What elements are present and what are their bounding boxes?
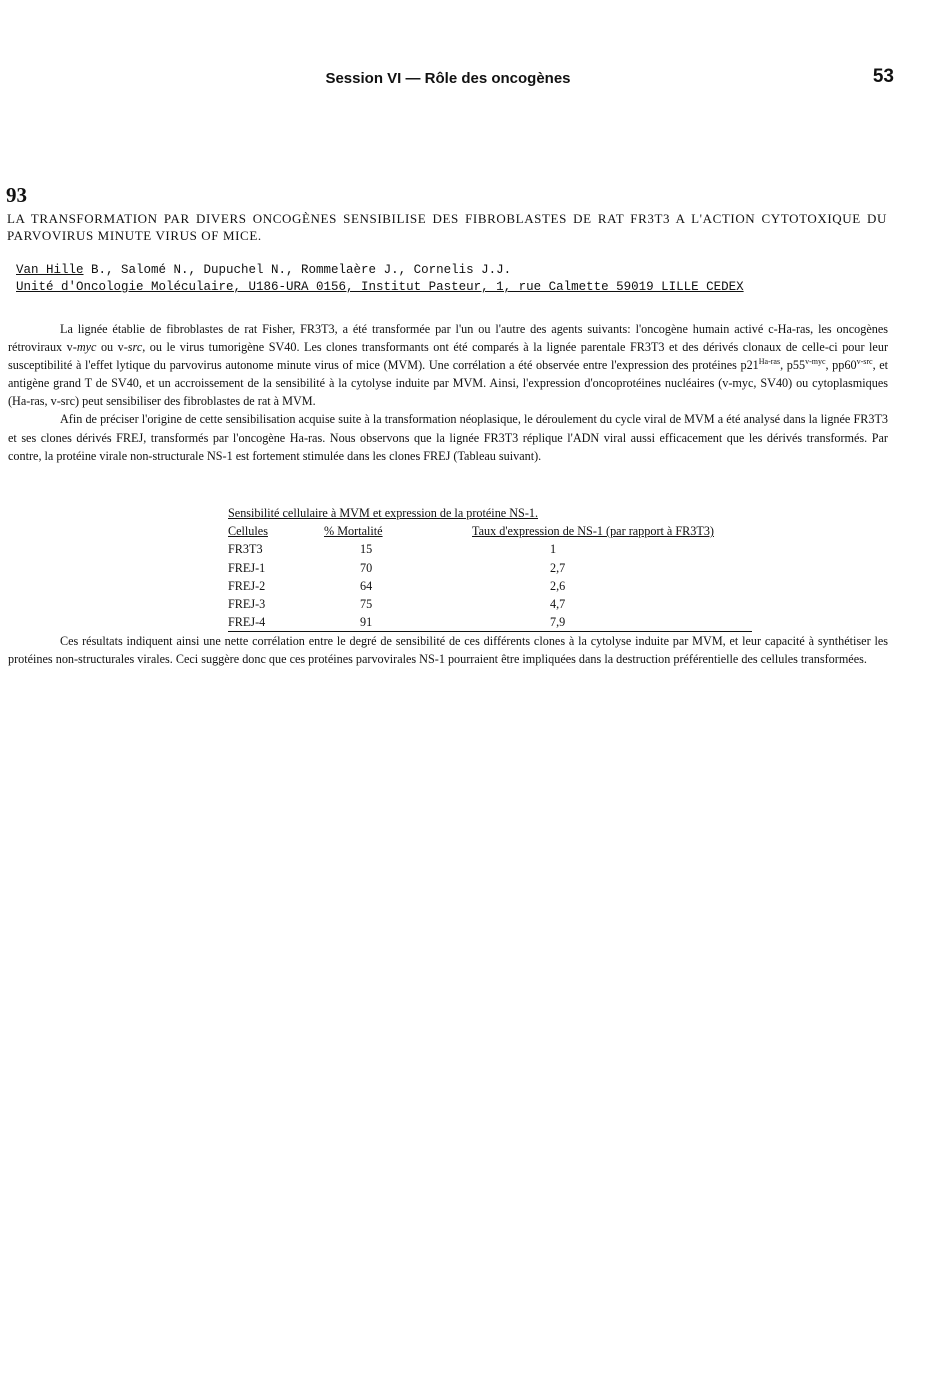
paragraph-3: Ces résultats indiquent ainsi une nette corrélation entre le degré de sensibilité de ces différents clones à la cytolyse induite par MVM, et leur capacité à synthétiser les protéines non-structurales virales. Ceci suggère donc que ces protéines parvovirales NS-1 pourraient être impliquées dans la destruction préférentielle des cellules transformées. (8, 634, 888, 667)
author-block (16, 262, 896, 296)
col-header-mortalite: % Mortalité (324, 524, 383, 539)
authors-rest: B., Salomé N., Dupuchel N., Rommelaère J., Cornelis J.J. (83, 263, 512, 277)
abstract-title: LA TRANSFORMATION PAR DIVERS ONCOGÈNES SENSIBILISE DES FIBROBLASTES DE RAT FR3T3 A L'ACTION CYTOTOXIQUE DU PARVOVIRUS MINUTE VIRUS OF MICE. (7, 211, 887, 243)
para1-text-e: , pp60 (825, 358, 857, 373)
abstract-body (8, 320, 888, 465)
table-header-row (228, 522, 752, 540)
para1-myc: myc (76, 340, 97, 355)
sup-v-myc: v-myc (805, 357, 826, 367)
affiliation: Unité d'Oncologie Moléculaire, U186-URA 0156, Institut Pasteur, 1, rue Calmette 59019 LILLE CEDEX (16, 280, 744, 294)
page-number: 53 (872, 66, 894, 87)
para1-src: src (127, 340, 143, 355)
cell-mortalite: 75 (360, 597, 373, 612)
conclusion-block (8, 632, 888, 668)
cell-cellules: FREJ-1 (228, 560, 266, 575)
table-row (228, 577, 752, 595)
sup-ha-ras: Ha-ras (758, 357, 781, 367)
table-row (228, 595, 752, 613)
table-row (228, 613, 752, 632)
cell-mortalite: 64 (360, 578, 373, 593)
para1-text-c: , ou le virus tumorigène SV40. Les clones transformants ont été comparés à la lignée parentale FR3T3 et des dérivés clonaux de celle-ci pour leur susceptibilité à l'effet lytique du parvovirus autonome minute virus of mice (MVM). Une corrélation a été observée entre l'expression des protéines p21 (8, 340, 888, 373)
paragraph-2: Afin de préciser l'origine de cette sensibilisation acquise suite à la transformation néoplasique, le déroulement du cycle viral de MVM a été analysé dans la lignée FR3T3 et ses clones dérivés FREJ, transformés par l'oncogène Ha-ras. Nous observons que la lignée FR3T3 réplique l'ADN viral aussi efficacement que les dérivés transformés. Par contre, la protéine virale non-structurale NS-1 est fortement stimulée dans les clones FREJ (Tableau suivant). (8, 412, 888, 463)
para1-text-f: , et antigène grand T de SV40, et un accroissement de la sensibilité à la cytolyse induite par MVM. Ainsi, l'expression d'oncoprotéines nucléaires (v-myc, SV40) ou cytoplasmiques (Ha-ras, v-src) peut sensibiliser des fibroblastes de rat à MVM. (8, 358, 889, 409)
cell-cellules: FREJ-4 (228, 613, 324, 632)
cell-ns1: 2,7 (550, 560, 566, 575)
cell-ns1: 2,6 (550, 578, 566, 593)
cell-cellules: FREJ-2 (228, 578, 266, 593)
para1-text-b: ou v- (96, 340, 128, 355)
table-caption: Sensibilité cellulaire à MVM et expression de la protéine NS-1. (228, 506, 539, 520)
cell-ns1: 1 (550, 542, 557, 557)
sup-v-src: v-src (856, 357, 873, 367)
cell-ns1: 7,9 (472, 613, 752, 632)
author-list (16, 262, 896, 279)
col-header-ns1: Taux d'expression de NS-1 (par rapport à FR3T3) (472, 524, 714, 539)
cell-mortalite: 15 (360, 542, 373, 557)
para1-text-d: , p55 (780, 358, 806, 373)
abstract-number: 93 (6, 183, 27, 207)
first-author: Van Hille (16, 263, 84, 277)
cell-cellules: FR3T3 (228, 542, 263, 557)
col-header-cellules: Cellules (228, 524, 268, 539)
running-header: Session VI — Rôle des oncogènes (325, 70, 571, 87)
paragraph-1 (8, 320, 888, 410)
table-row (228, 540, 752, 558)
cell-ns1: 4,7 (550, 597, 566, 612)
ns1-table (228, 504, 752, 632)
cell-mortalite: 70 (360, 560, 373, 575)
table-row (228, 559, 752, 577)
cell-cellules: FREJ-3 (228, 597, 266, 612)
cell-mortalite: 91 (324, 613, 472, 632)
para1-text-a: La lignée établie de fibroblastes de rat Fisher, FR3T3, a été transformée par l'un ou l'autre des agents suivants: l'oncogène humain activé c-Ha-ras, les oncogènes rétroviraux v- (8, 322, 888, 355)
